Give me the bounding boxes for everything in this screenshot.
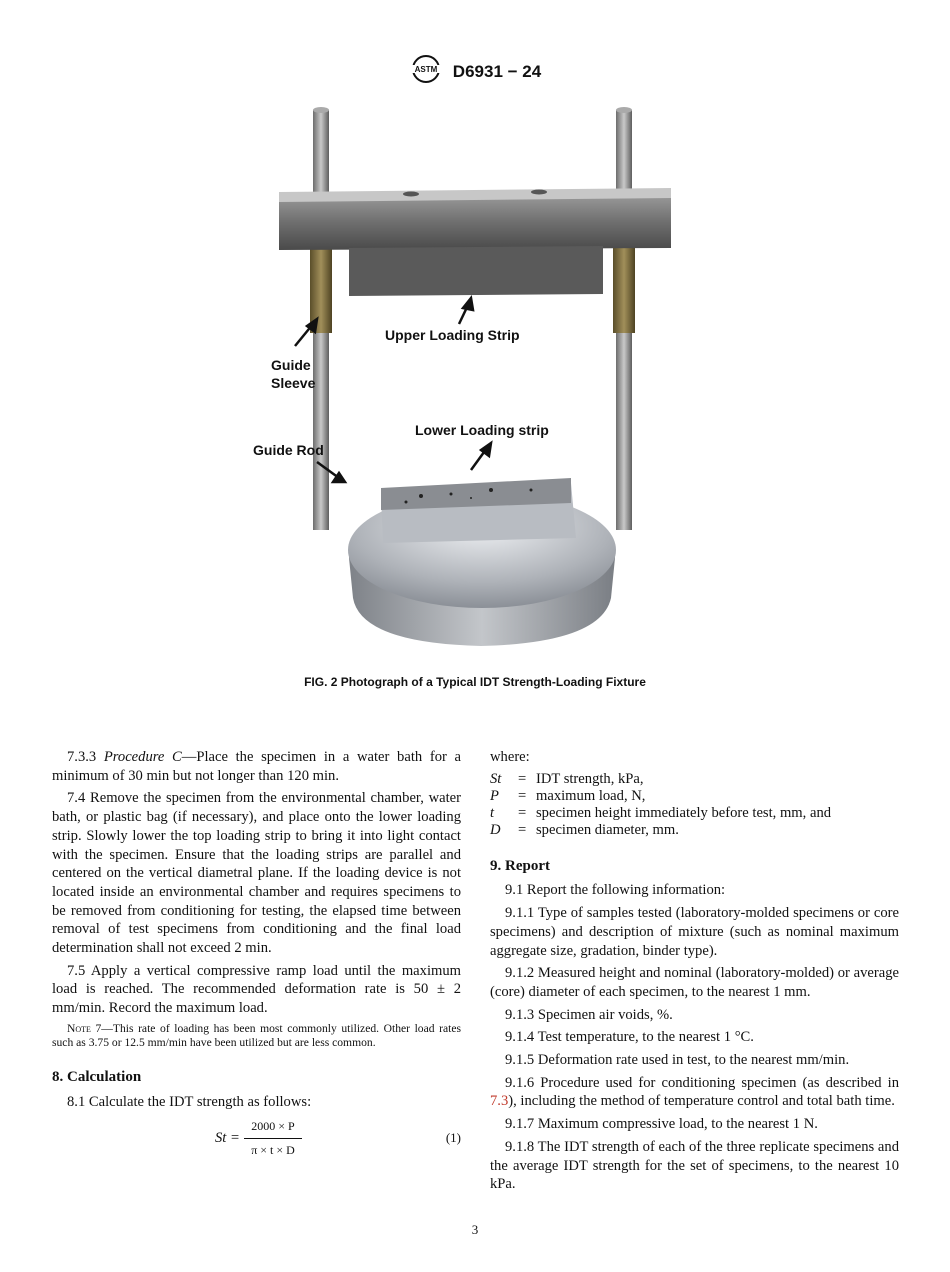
paragraph-9-1-7: 9.1.7 Maximum compressive load, to the nearest 1 N.	[505, 1116, 818, 1133]
left-column	[52, 748, 461, 1161]
page-header	[0, 54, 950, 89]
equation-numerator: 2000 × P	[244, 1117, 302, 1139]
astm-logo-icon	[409, 54, 443, 89]
label-guide-sleeve-line2: Sleeve	[271, 375, 316, 391]
variable-definitions	[490, 771, 899, 839]
paragraph-9-1-2: 9.1.2 Measured height and nominal (laboratory-molded) or average (core) diameter of each specimen, to the nearest 1 mm.	[490, 965, 899, 1000]
equation-1	[52, 1117, 461, 1161]
paragraph-9-1-4: 9.1.4 Test temperature, to the nearest 1 °C.	[505, 1029, 754, 1046]
label-guide-rod: Guide Rod	[253, 442, 324, 458]
variable-row: St = IDT strength, kPa,	[490, 770, 644, 787]
paragraph-9-1-5: 9.1.5 Deformation rate used in test, to the nearest mm/min.	[505, 1052, 850, 1069]
paragraph-9-1-1: 9.1.1 Type of samples tested (laboratory-molded specimens or core specimens) and description of mixture (such as nominal maximum aggregate size, gradation, binder type).	[490, 905, 899, 959]
paragraph-9-1-6: 9.1.6 Procedure used for conditioning specimen (as described in 7.3), including the method of temperature control and total bath time.	[490, 1074, 899, 1110]
variable-row: P = maximum load, N,	[490, 787, 646, 804]
variable-row: t = specimen height immediately before test, mm, and	[490, 804, 832, 821]
variable-row: D = specimen diameter, mm.	[490, 821, 679, 838]
paragraph-9-1-3: 9.1.3 Specimen air voids, %.	[505, 1006, 673, 1023]
where-label: where:	[490, 749, 530, 765]
note-7: Note 7—This rate of loading has been most commonly utilized. Other load rates such as 3.75 or 12.5 mm/min have been utilized but are less common.	[52, 1021, 461, 1049]
label-lower-loading-strip: Lower Loading strip	[415, 422, 549, 438]
paragraph-7-5: 7.5 Apply a vertical compressive ramp load until the maximum load is reached. The recommended deformation rate is 50 ± 2 mm/min. Record the maximum load.	[52, 962, 461, 1017]
label-guide-sleeve-line1: Guide	[271, 357, 311, 373]
equation-fraction	[244, 1117, 302, 1159]
paragraph-7-4: 7.4 Remove the specimen from the environmental chamber, water bath, or plastic bag (if necessary), and place onto the lower loading strip. Slowly lower the top loading strip to bring it into light contact with the specimen. Ensure that the loading strips are parallel and centered on the vertical diametral plane. If the loading device is not located inside an environmental chamber and requires specimens to be removed from conditioning for testing, the elapsed time between removal of test specimens from conditioning and the final load determination shall not exceed 2 min.	[52, 790, 461, 957]
equation-lhs: St =	[215, 1130, 240, 1147]
figure-caption: FIG. 2 Photograph of a Typical IDT Strength-Loading Fixture	[304, 675, 646, 689]
link-7-3[interactable]: 7.3	[490, 1093, 509, 1110]
page-number: 3	[471, 1222, 479, 1237]
section-8-heading: 8. Calculation	[52, 1068, 142, 1085]
paragraph-7-3-3: 7.3.3 Procedure C—Place the specimen in a water bath for a minimum of 30 min but not longer than 120 min.	[52, 749, 461, 784]
paragraph-9-1: 9.1 Report the following information:	[505, 882, 726, 899]
svg-text:ASTM: ASTM	[414, 65, 438, 74]
label-upper-loading-strip: Upper Loading Strip	[385, 327, 520, 343]
right-column	[490, 748, 899, 1198]
document-id: D6931 − 24	[452, 61, 542, 81]
figure-photograph	[231, 98, 720, 668]
paragraph-9-1-8: 9.1.8 The IDT strength of each of the three replicate specimens and the average IDT strength for the set of specimens, to the nearest 10 kPa.	[490, 1138, 899, 1193]
paragraph-8-1: 8.1 Calculate the IDT strength as follows:	[67, 1093, 312, 1110]
equation-denominator: π × t × D	[251, 1142, 295, 1157]
equation-number: (1)	[445, 1130, 461, 1146]
section-9-heading: 9. Report	[490, 857, 550, 874]
